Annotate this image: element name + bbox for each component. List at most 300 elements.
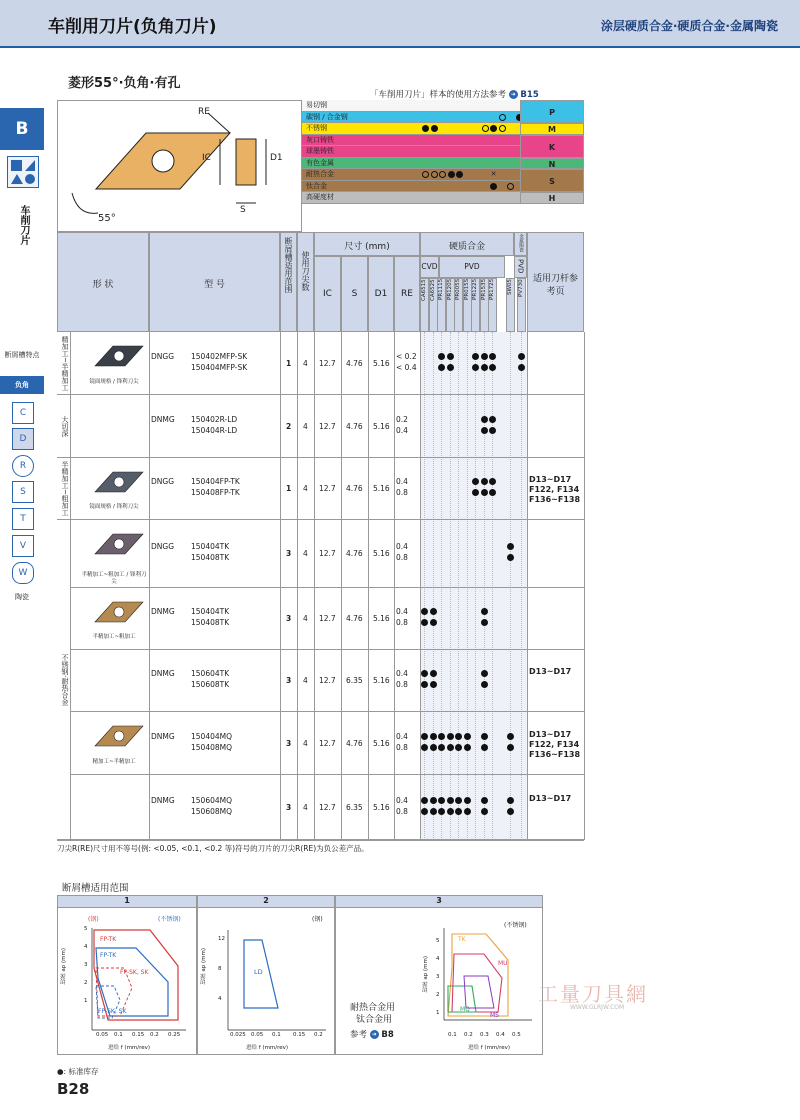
material-suitability-mark: [422, 171, 429, 178]
stock-dot: [455, 797, 462, 804]
dim-ic: 12.7: [319, 549, 336, 558]
dim-angle-label: 55°: [98, 213, 116, 224]
model-number: 150404TK: [191, 542, 230, 551]
chipbreaker-range-1: 1 (钢) (不锈钢) FP-TK FP-TK FP-SK, SK FP-SK, SK 切深 ap (mm) 进给 f (mm/rev) 5 4 3 2 1 0.05 0.1 0.15 0.2 0.25: [57, 895, 197, 1055]
model-number: 150408FP-TK: [191, 488, 240, 497]
stock-dot: [481, 797, 488, 804]
model-code: DNMG: [151, 607, 175, 616]
col-re-header: RE: [394, 256, 420, 332]
y-tick-label: 2: [84, 980, 88, 986]
material-row: 不锈钢: [302, 123, 520, 135]
insert-shape-image: [89, 466, 147, 508]
stock-dot: [421, 744, 428, 751]
col-range-header: 断屑槽适用范围: [280, 232, 297, 332]
x-tick-label: 0.1: [448, 1032, 457, 1038]
chipbreaker-range-2: 2 (钢) LD 切深 ap (mm) 进给 f (mm/rev) 12 8 4 0.025 0.05 0.1 0.15 0.2: [197, 895, 335, 1055]
y-tick-label: 12: [218, 936, 225, 942]
model-code: DNGG: [151, 477, 175, 486]
range-number: 3: [286, 802, 292, 812]
model-number: 150404MFP-SK: [191, 362, 248, 372]
model-number: 150408TK: [191, 618, 230, 627]
col-ic-header: IC: [314, 256, 341, 332]
shape-caption: 镜面规格 / 锋利刀尖: [89, 379, 139, 385]
stock-dot: [489, 416, 496, 423]
stock-dot: [489, 478, 496, 485]
edge-count: 4: [303, 614, 308, 623]
table-row[interactable]: [57, 775, 584, 840]
stock-dot: [464, 733, 471, 740]
insert-shape-image: [89, 596, 147, 638]
x-tick-label: 0.2: [314, 1032, 323, 1038]
stock-dot: [447, 808, 454, 815]
grade-header: PR015S: [463, 278, 472, 332]
dim-re: 0.4: [396, 607, 408, 616]
table-column-border: [341, 332, 342, 840]
material-group-h: H: [520, 192, 584, 204]
y-tick-label: 1: [84, 998, 88, 1004]
col-dims-header: 尺寸 (mm): [314, 232, 420, 256]
model-number: 150404TK: [191, 607, 230, 616]
range-number: 2: [286, 421, 292, 431]
stock-dot: [481, 744, 488, 751]
stock-dot: [518, 364, 525, 371]
stock-dot: [430, 797, 437, 804]
stock-dot: [464, 744, 471, 751]
table-row[interactable]: [57, 395, 584, 458]
stock-dot: [481, 733, 488, 740]
model-number: 150408MQ: [191, 742, 233, 752]
edge-count: 4: [303, 484, 308, 493]
stock-dot: [507, 797, 514, 804]
page-number: B28: [57, 1080, 90, 1098]
insert-category-icon: [7, 156, 39, 188]
shape-caption: [79, 824, 149, 888]
x-tick-label: 0.5: [512, 1032, 521, 1038]
stock-dot: [455, 744, 462, 751]
x-tick-label: 0.25: [168, 1032, 181, 1038]
x-tick-label: 0.2: [464, 1032, 473, 1038]
stock-dot: [455, 733, 462, 740]
row-group-label: 不锈钢·耐热合金: [57, 520, 71, 840]
stock-dot: [430, 608, 437, 615]
edge-count: 4: [303, 549, 308, 558]
edge-count: 4: [303, 358, 308, 368]
material-group-p: P: [520, 100, 584, 123]
stock-dot: [438, 353, 445, 360]
dim-s: 4.76: [346, 358, 363, 368]
material-suitability-mark: [507, 183, 514, 190]
page-header: [0, 0, 800, 48]
stock-dot: [507, 554, 514, 561]
grade-header: PR1725: [488, 278, 497, 332]
model-code: DNGG: [151, 542, 175, 551]
shape-caption: 半精加工~粗加工 / 锋利刀尖: [81, 572, 147, 585]
chipbreaker-ref[interactable]: 参考 ➜ B8: [350, 1030, 394, 1040]
range-number: 3: [286, 549, 292, 558]
material-suitability-mark: [431, 171, 438, 178]
material-suitability-mark: [422, 125, 429, 132]
stock-dot: [421, 619, 428, 626]
model-number: 150608TK: [191, 680, 230, 689]
side-vertical-title: 车削刀片: [18, 205, 29, 245]
stock-dot: [472, 489, 479, 496]
grade-header: PR1205: [446, 278, 455, 332]
insert-diagram: [57, 100, 302, 232]
stock-dot: [472, 478, 479, 485]
dim-re: 0.8: [396, 806, 408, 816]
grade-header: PR005S: [454, 278, 463, 332]
material-row: 有色金属: [302, 158, 520, 170]
dim-re: 0.4: [396, 477, 408, 486]
stock-dot: [421, 808, 428, 815]
x-tick-label: 0.4: [496, 1032, 505, 1038]
stock-dot: [421, 797, 428, 804]
col-edges-header: 使用刀尖数: [297, 232, 314, 332]
range-number: 3: [286, 738, 292, 748]
table-column-border: [314, 332, 315, 840]
stock-dot: [481, 427, 488, 434]
stock-dot: [507, 808, 514, 815]
material-row: 钛合金: [302, 181, 520, 193]
col-pvd-header: PVD: [439, 256, 505, 278]
material-suitability-mark: ✕: [490, 170, 497, 178]
dim-s: 4.76: [346, 614, 363, 623]
stock-dot: [421, 733, 428, 740]
dim-s: 6.35: [346, 676, 363, 685]
material-group-k: K: [520, 135, 584, 158]
dim-d1: 5.16: [373, 358, 390, 368]
stock-dot: [455, 808, 462, 815]
model-code: DNMG: [151, 414, 175, 424]
dim-ic: 12.7: [319, 421, 336, 431]
watermark-url: WWW.GLRJW.COM: [570, 1004, 625, 1011]
stock-dot: [421, 608, 428, 615]
stock-dot: [507, 543, 514, 550]
col-cvd-header: CVD: [420, 256, 439, 278]
stock-dot: [489, 353, 496, 360]
dim-d1: 5.16: [373, 676, 390, 685]
stock-dot: [481, 619, 488, 626]
y-tick-label: 5: [84, 926, 88, 932]
material-suitability-mark: [499, 114, 506, 121]
stock-dot: [447, 797, 454, 804]
model-number: 150402R-LD: [191, 414, 238, 424]
col-model-header: 型 号: [149, 232, 280, 332]
col-carbide-header: 硬质合金: [420, 232, 514, 256]
dim-re: 0.8: [396, 680, 408, 689]
col-shape-header: 形 状: [57, 232, 149, 332]
material-suitability-mark: [482, 125, 489, 132]
range-number: 3: [286, 676, 292, 685]
material-suitability-mark: [490, 125, 497, 132]
nav-chipbreaker-features[interactable]: 断屑槽特点: [4, 351, 40, 359]
stock-dot: [430, 808, 437, 815]
dim-d1: 5.16: [373, 421, 390, 431]
stock-dot: [481, 353, 488, 360]
dim-s: 4.76: [346, 421, 363, 431]
stock-dot: [447, 364, 454, 371]
dim-ic: 12.7: [319, 738, 336, 748]
grade-header: PR1115: [437, 278, 446, 332]
y-tick-label: 4: [84, 944, 88, 950]
y-tick-label: 3: [84, 962, 88, 968]
y-tick-label: 8: [218, 966, 222, 972]
model-number: 150404FP-TK: [191, 477, 240, 486]
dim-re: 0.2: [396, 414, 408, 424]
table-row[interactable]: [57, 332, 584, 395]
model-number: 150408TK: [191, 553, 230, 562]
chipbreaker-title: 断屑槽适用范围: [62, 883, 129, 894]
x-tick-label: 0.1: [114, 1032, 123, 1038]
stock-dot: [447, 353, 454, 360]
material-row: 耐热合金: [302, 169, 520, 181]
dim-ic: 12.7: [319, 484, 336, 493]
model-code: DNMG: [151, 795, 175, 805]
stock-dot: [447, 744, 454, 751]
shape-caption: 精加工~半精加工: [92, 759, 136, 765]
y-tick-label: 5: [436, 938, 440, 944]
stock-dot: [438, 733, 445, 740]
x-tick-label: 0.05: [96, 1032, 109, 1038]
dim-d1-label: D1: [270, 153, 283, 163]
section-title: 菱形55°·负角·有孔: [68, 76, 181, 91]
edge-count: 4: [303, 738, 308, 748]
table-column-border: [420, 332, 421, 840]
dim-ic: 12.7: [319, 802, 336, 812]
table-bottom-border: [57, 840, 584, 841]
edge-count: 4: [303, 802, 308, 812]
holder-reference[interactable]: D13~D17 F122, F134 F136~F138: [529, 729, 581, 759]
material-row: 球墨铸铁: [302, 146, 520, 158]
shape-caption: 镜面规格 / 锋利刀尖: [89, 504, 139, 510]
nav-shape-c[interactable]: C: [12, 402, 34, 424]
shape-caption: 半精加工~粗加工: [92, 634, 136, 640]
material-suitability-mark: [499, 125, 506, 132]
material-row: 灰口铸铁: [302, 135, 520, 147]
table-row[interactable]: [57, 588, 584, 650]
dim-re-label: RE: [198, 107, 210, 117]
y-tick-label: 4: [436, 956, 440, 962]
section-tab-b[interactable]: B: [0, 108, 44, 150]
dim-ic: 12.7: [319, 614, 336, 623]
x-tick-label: 0.1: [272, 1032, 281, 1038]
material-suitability-mark: [448, 171, 455, 178]
insert-shape-image: [89, 340, 147, 383]
dim-s: 4.76: [346, 549, 363, 558]
edge-count: 4: [303, 421, 308, 431]
table-column-border: [297, 332, 298, 840]
grade-header: SW05: [506, 278, 515, 332]
stock-dot: [430, 619, 437, 626]
table-column-border: [368, 332, 369, 840]
model-number: 150404R-LD: [191, 425, 238, 435]
row-group-label: 半精加工~粗加工: [57, 458, 71, 520]
stock-dot: [507, 744, 514, 751]
stock-dot: [438, 364, 445, 371]
grade-header: CA6515: [420, 278, 429, 332]
dim-re: < 0.2: [396, 351, 417, 361]
table-column-border: [149, 332, 150, 840]
dim-re: 0.8: [396, 488, 408, 497]
dim-re: 0.4: [396, 425, 408, 435]
dim-s-label: S: [240, 205, 246, 215]
stock-dot: [489, 427, 496, 434]
table-row[interactable]: [57, 712, 584, 775]
material-group-n: N: [520, 158, 584, 170]
grade-header: PR1225: [471, 278, 480, 332]
stock-dot: [438, 808, 445, 815]
model-number: 150402MFP-SK: [191, 351, 248, 361]
dim-d1: 5.16: [373, 484, 390, 493]
stock-dot: [438, 744, 445, 751]
nav-shape-r[interactable]: R: [12, 455, 34, 477]
dim-re: 0.8: [396, 618, 408, 627]
model-number: 150404MQ: [191, 731, 233, 741]
col-cermet-header: 金属陶瓷: [514, 232, 527, 256]
table-row[interactable]: [57, 520, 584, 588]
dim-re: 0.4: [396, 795, 408, 805]
model-code: DNMG: [151, 731, 175, 741]
stock-dot: [438, 797, 445, 804]
grade-header: PR1535: [480, 278, 489, 332]
dim-s: 6.35: [346, 802, 363, 812]
x-tick-label: 0.3: [480, 1032, 489, 1038]
stock-dot: [481, 478, 488, 485]
stock-dot: [464, 808, 471, 815]
nav-shape-d[interactable]: D: [12, 428, 34, 450]
col-holder-header: 适用刀杆参考页: [527, 232, 584, 332]
table-column-border: [280, 332, 281, 840]
insert-shape-image: [89, 528, 147, 576]
model-number: 150608MQ: [191, 806, 233, 816]
y-tick-label: 4: [218, 996, 222, 1002]
stock-dot: [430, 670, 437, 677]
material-group-s: S: [520, 169, 584, 192]
material-suitability-mark: [490, 183, 497, 190]
y-tick-label: 2: [436, 992, 440, 998]
stock-dot: [481, 489, 488, 496]
material-suitability-mark: [456, 171, 463, 178]
model-code: DNMG: [151, 669, 175, 678]
arrow-right-icon: ➜: [371, 1031, 377, 1038]
nav-negative[interactable]: 负角: [0, 376, 44, 394]
dim-s: 4.76: [346, 738, 363, 748]
x-tick-label: 0.15: [132, 1032, 145, 1038]
nav-shape-v[interactable]: V: [12, 535, 34, 557]
dim-re: 0.4: [396, 542, 408, 551]
model-code: DNGG: [151, 351, 175, 361]
table-column-border: [394, 332, 395, 840]
nav-shape-t[interactable]: T: [12, 508, 34, 530]
dim-d1: 5.16: [373, 738, 390, 748]
table-row[interactable]: [57, 650, 584, 712]
row-group-label: 大切深: [57, 395, 71, 458]
stock-dot: [472, 353, 479, 360]
dim-d1: 5.16: [373, 802, 390, 812]
y-tick-label: 1: [436, 1010, 440, 1016]
usage-reference[interactable]: 「车削用刀片」样本的使用方法参考 ➜ B15: [370, 90, 539, 100]
stock-dot: [430, 744, 437, 751]
material-suitability-mark: [431, 125, 438, 132]
stock-dot: [447, 733, 454, 740]
dim-re: < 0.4: [396, 362, 417, 372]
holder-reference[interactable]: D13~D17: [529, 667, 572, 676]
nav-shape-w[interactable]: W: [12, 562, 34, 584]
holder-reference[interactable]: D13~D17 F122, F134 F136~F138: [529, 475, 581, 504]
edge-count: 4: [303, 676, 308, 685]
nav-ceramic[interactable]: 陶瓷: [15, 593, 29, 601]
y-tick-label: 3: [436, 974, 440, 980]
range-number: 1: [286, 358, 292, 368]
model-number: 150604MQ: [191, 795, 233, 805]
dim-d1: 5.16: [373, 614, 390, 623]
dim-ic: 12.7: [319, 676, 336, 685]
x-tick-label: 0.15: [293, 1032, 306, 1038]
x-tick-label: 0.2: [150, 1032, 159, 1038]
col-d1-header: D1: [368, 256, 394, 332]
stock-dot: [481, 670, 488, 677]
stock-dot: [481, 808, 488, 815]
stock-dot: [481, 364, 488, 371]
dim-ic: 12.7: [319, 358, 336, 368]
col-s-header: S: [341, 256, 368, 332]
stock-dot: [481, 681, 488, 688]
holder-reference[interactable]: D13~D17: [529, 793, 572, 803]
stock-dot: [421, 681, 428, 688]
arrow-right-icon: ➜: [510, 91, 516, 98]
material-row: 易切钢: [302, 100, 520, 112]
insert-shape-image: [89, 720, 147, 763]
model-number: 150604TK: [191, 669, 230, 678]
grade-header: CA6525: [429, 278, 438, 332]
chipbreaker-range-3: 3 耐热合金用 钛合金用 参考 ➜ B8 (不锈钢) TK MU MQ MS 切深 ap (mm) 进给 f (mm/rev) 5 4 3 2 1 0.1 0.2 0.3 0.4 0.5: [335, 895, 543, 1055]
footnote: 刀尖R(RE)尺寸用不等号(例: <0.05, <0.1, <0.2 等)符号的刀片的刀尖R(RE)为负公差产品。: [57, 844, 369, 853]
table-column-border: [584, 332, 585, 840]
stock-dot: [481, 416, 488, 423]
range-number: 1: [286, 484, 292, 493]
page-title: 车削用刀片(负角刀片): [48, 17, 217, 37]
col-pvd2-header: PVD: [514, 256, 527, 278]
dim-d1: 5.16: [373, 549, 390, 558]
stock-dot: [489, 364, 496, 371]
table-column-border: [527, 332, 528, 840]
material-suitability-mark: [439, 171, 446, 178]
row-group-label: 精加工~半精加工: [57, 332, 71, 395]
stock-dot: [518, 353, 525, 360]
dim-re: 0.4: [396, 669, 408, 678]
header-subtitle: 涂层硬质合金·硬质合金·金属陶瓷: [600, 19, 778, 33]
nav-shape-s[interactable]: S: [12, 481, 34, 503]
stock-dot: [430, 681, 437, 688]
dim-re: 0.4: [396, 731, 408, 741]
stock-dot: [507, 733, 514, 740]
dim-s: 4.76: [346, 484, 363, 493]
stock-dot: [472, 364, 479, 371]
stock-dot: [421, 670, 428, 677]
stock-dot: [481, 608, 488, 615]
dim-re: 0.8: [396, 742, 408, 752]
material-row: 碳钢 / 合金钢: [302, 112, 520, 124]
dim-re: 0.8: [396, 553, 408, 562]
table-row[interactable]: [57, 458, 584, 520]
range-number: 3: [286, 614, 292, 623]
stock-dot: [489, 489, 496, 496]
x-tick-label: 0.05: [251, 1032, 264, 1038]
stock-dot: [464, 797, 471, 804]
watermark-logo: 工量刀具網: [538, 982, 648, 1006]
dim-ic-label: IC: [202, 153, 211, 163]
material-row: 高硬度材: [302, 192, 520, 204]
